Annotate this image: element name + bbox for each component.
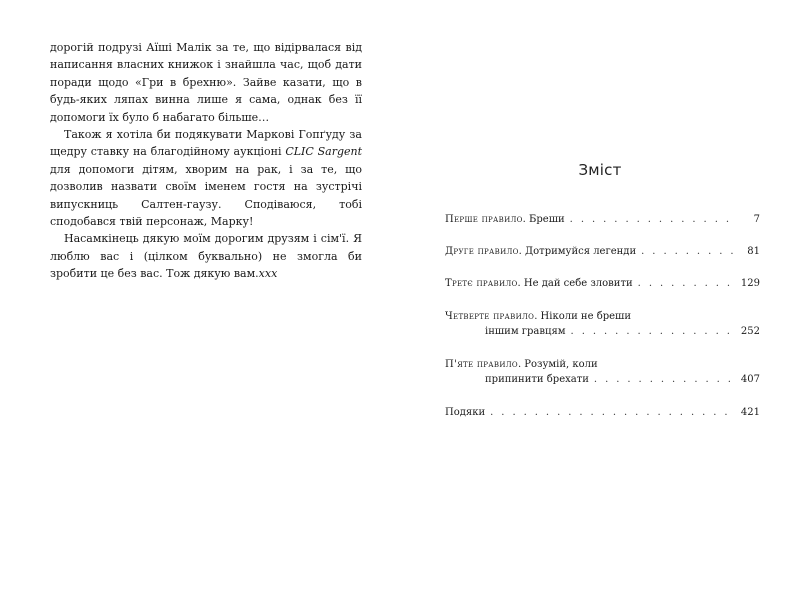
toc-leader-dots bbox=[641, 244, 733, 259]
toc-line bbox=[445, 276, 760, 291]
toc-line bbox=[445, 309, 760, 324]
toc-line bbox=[445, 372, 760, 387]
toc-rule-label: Перше правило bbox=[445, 214, 523, 225]
toc-entry-title: Ніколи не бреши bbox=[540, 311, 631, 322]
toc-entry[interactable] bbox=[445, 276, 760, 291]
toc-rule-label: Друге правило bbox=[445, 246, 519, 257]
paragraph bbox=[50, 230, 362, 282]
toc-leader-dots bbox=[571, 324, 733, 339]
toc-rule-label: П'яте правило bbox=[445, 359, 518, 370]
italic-text: ххх bbox=[258, 267, 278, 281]
toc-page-number: 421 bbox=[740, 407, 760, 418]
toc-entry[interactable] bbox=[445, 309, 760, 339]
toc-entry-title: припинити брехати bbox=[485, 374, 589, 385]
toc-line bbox=[445, 212, 760, 227]
toc-page-number: 407 bbox=[740, 374, 760, 385]
toc-entry-text: Друге правило. Дотримуйся легенди bbox=[445, 246, 637, 257]
paragraph-text: Також я хотіла би подякувати Маркові Гопґуду за щедру ставку на благодійному аукціоні bbox=[50, 128, 362, 159]
toc-entry[interactable] bbox=[445, 212, 760, 227]
toc-page-number: 129 bbox=[740, 278, 760, 289]
toc-entry-text: П'яте правило. Розумій, коли bbox=[445, 359, 598, 370]
toc-entry-title: Подяки bbox=[445, 407, 486, 418]
paragraph bbox=[50, 39, 362, 126]
toc-entry-text bbox=[445, 405, 485, 420]
toc-entry-text: Четверте правило. Ніколи не бреши bbox=[445, 311, 631, 322]
toc-entry-title: Не дай себе зловити bbox=[523, 278, 633, 289]
toc-rule-label: Третє правило bbox=[445, 278, 518, 289]
paragraph-text: Насамкінець дякую моїм дорогим друзям і сім'ї. Я люблю вас і (цілком буквально) не змогла би зробити це без вас. Тож дякую вам. bbox=[50, 232, 362, 281]
toc-entry[interactable] bbox=[445, 357, 760, 387]
toc-entry-text: Третє правило. Не дай себе зловити bbox=[445, 278, 633, 289]
paragraph-text: для допомоги дітям, хворим на рак, і за те, що дозволив назвати своїм іменем гостя на зустрічі випускниць Салтен-гаузу. Сподіваюся, тобі сподобався твій персонаж, Марку! bbox=[50, 162, 362, 229]
toc-page-number: 252 bbox=[740, 326, 760, 337]
toc-leader-dots bbox=[594, 372, 733, 387]
toc-entry-title: Дотримуйся легенди bbox=[525, 246, 637, 257]
toc-leader-dots bbox=[490, 405, 733, 420]
toc-entry[interactable] bbox=[445, 244, 760, 259]
toc-entry-text: Перше правило. Бреши bbox=[445, 214, 565, 225]
toc-page-number: 7 bbox=[753, 214, 760, 225]
toc-entry-text bbox=[485, 324, 566, 339]
toc-entry-title: іншим гравцям bbox=[485, 326, 566, 337]
toc-page-number: 81 bbox=[747, 246, 760, 257]
toc-entry-title: Розумій, коли bbox=[524, 359, 598, 370]
toc-line bbox=[445, 357, 760, 372]
acknowledgements-text bbox=[50, 39, 362, 283]
toc-line bbox=[445, 405, 760, 420]
paragraph-text: дорогій подрузі Аїші Малік за те, що відірвалася від написання власних книжок і знайшла час, щоб дати поради щодо «Гри в брехню». Зайве казати, що в будь-яких ляпах винна лише я сама, однак без її допомоги їх було б набагато більше… bbox=[50, 41, 362, 124]
toc-title: Зміст bbox=[578, 161, 622, 179]
toc-entry-text bbox=[485, 372, 589, 387]
toc-line bbox=[445, 244, 760, 259]
paragraph bbox=[50, 126, 362, 230]
toc-entry-title: Бреши bbox=[529, 214, 565, 225]
toc-rule-label: Четверте правило bbox=[445, 311, 535, 322]
toc-entry[interactable] bbox=[445, 405, 760, 420]
toc-leader-dots bbox=[570, 212, 733, 227]
italic-text: CLIC Sargent bbox=[285, 145, 363, 159]
toc-line bbox=[445, 324, 760, 339]
right-page bbox=[400, 0, 800, 600]
toc-leader-dots bbox=[638, 276, 733, 291]
